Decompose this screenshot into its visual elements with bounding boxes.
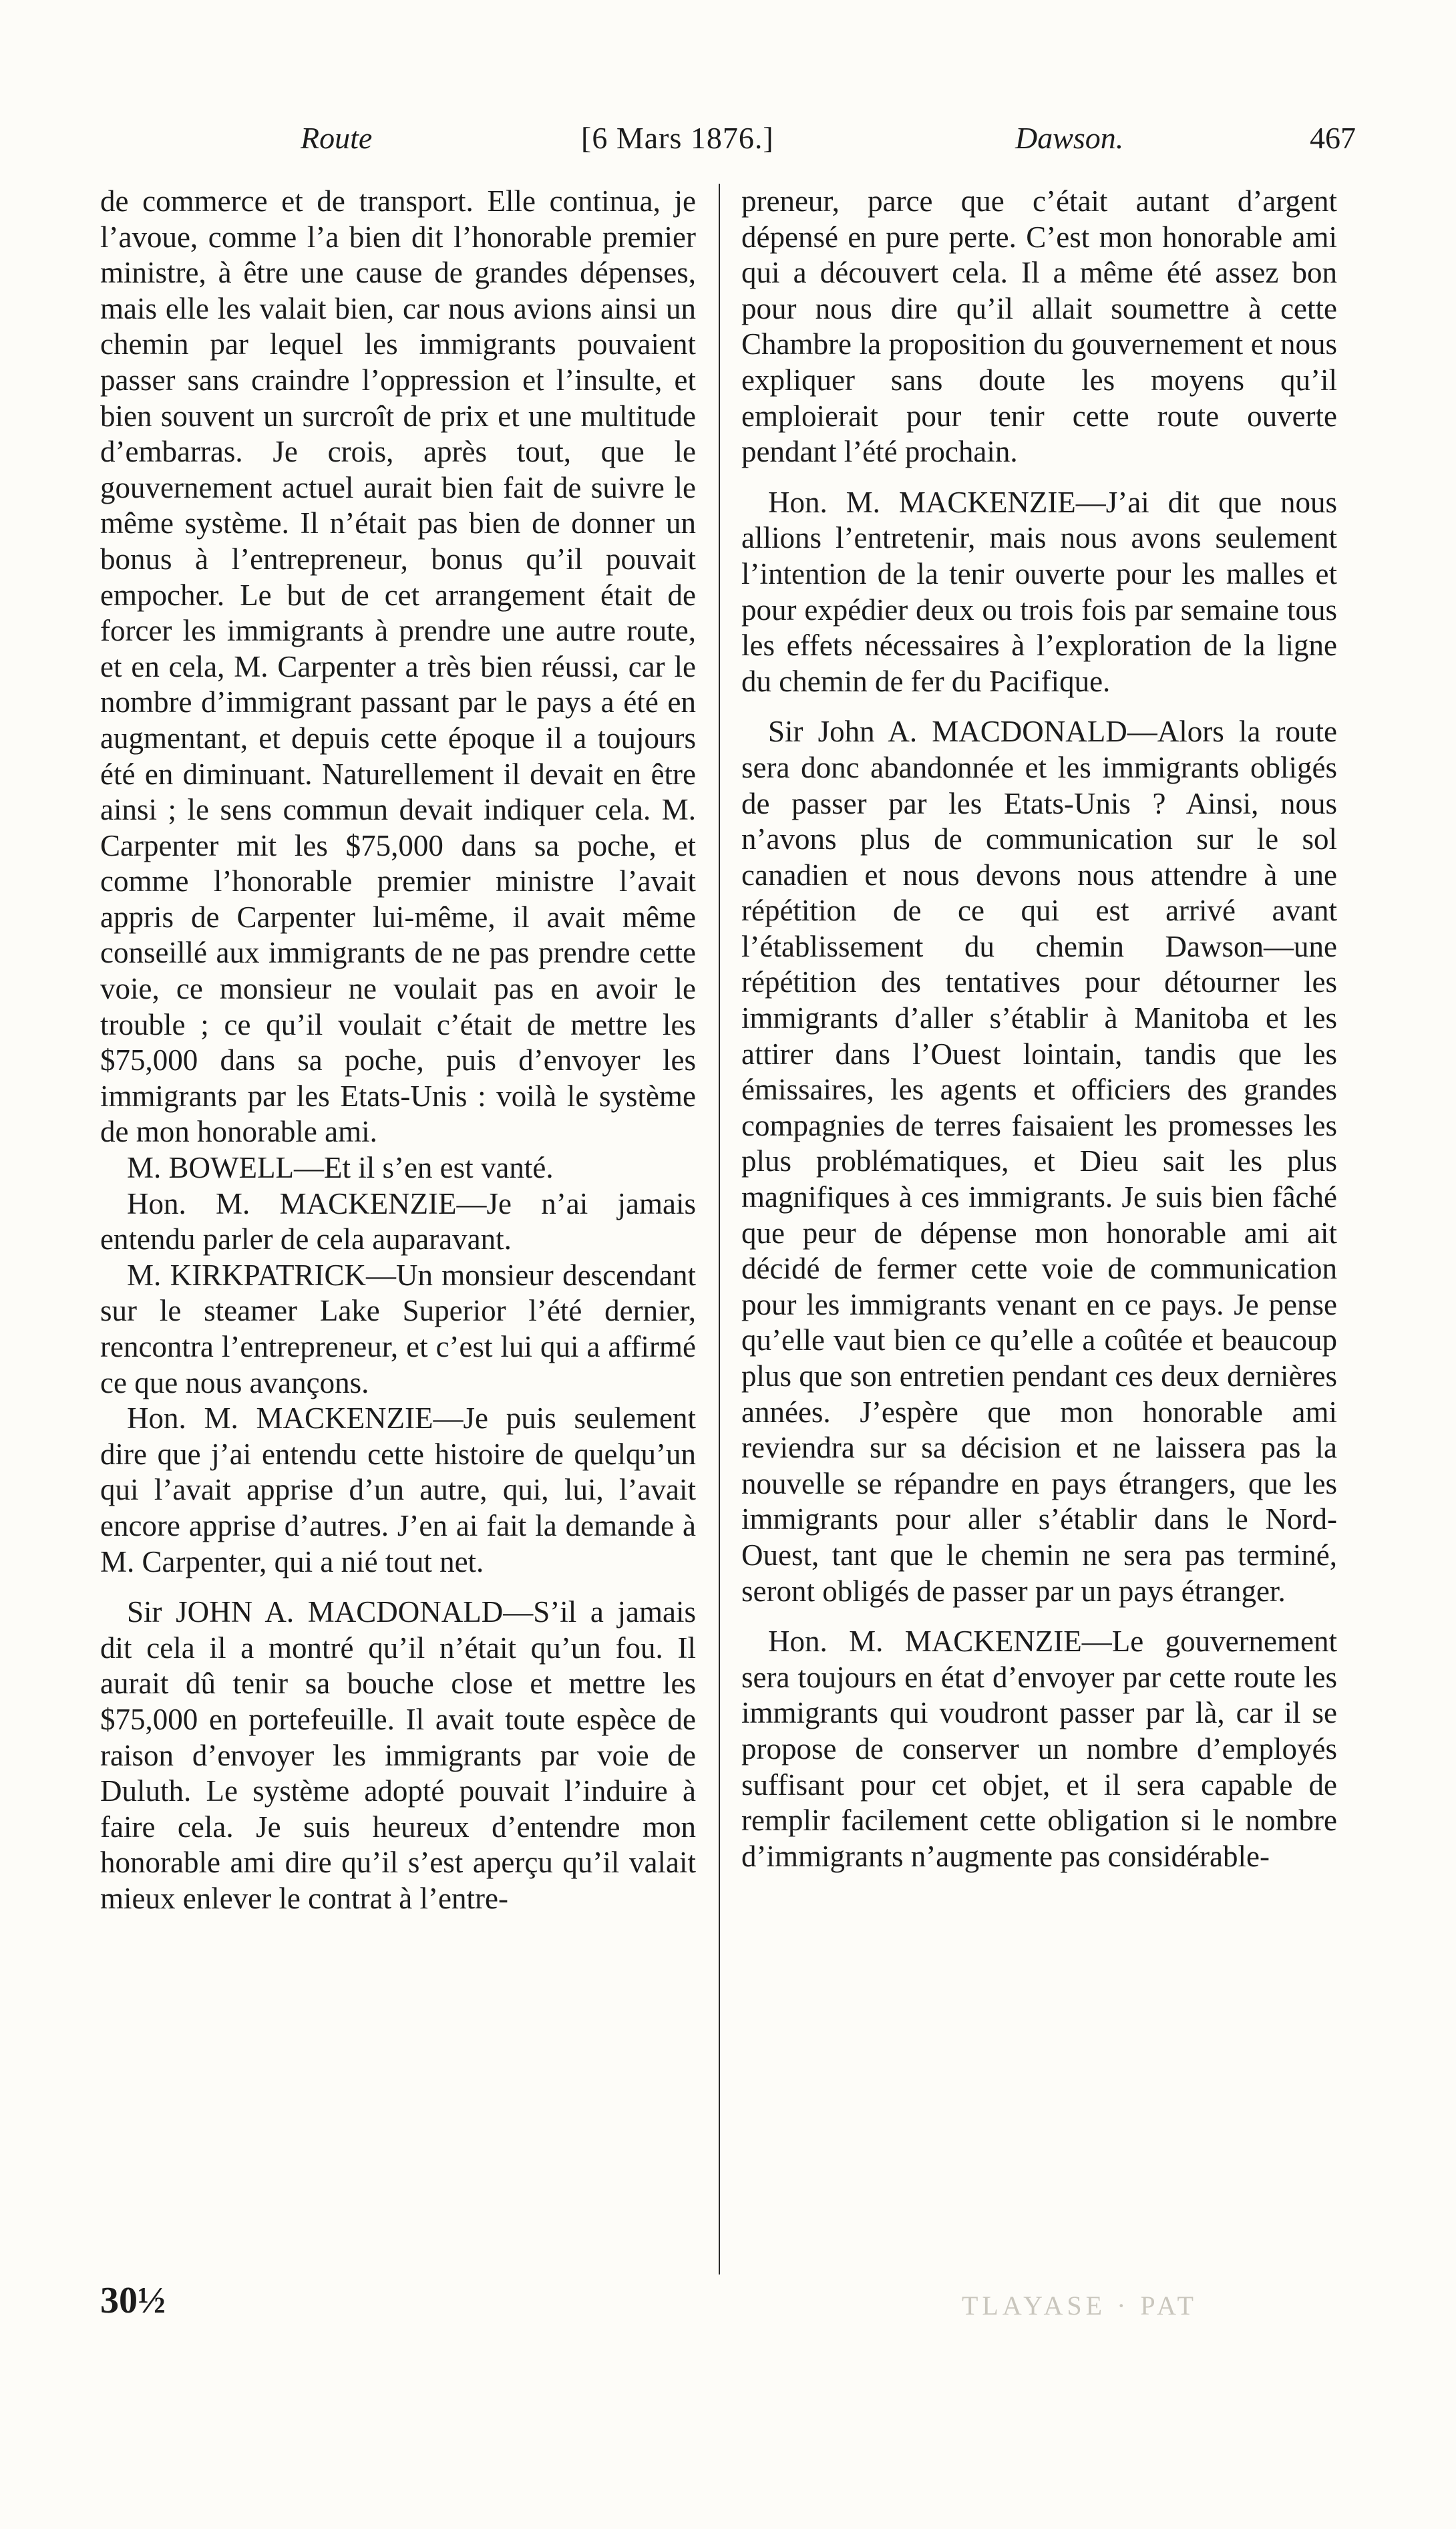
paragraph: M. KIRKPATRICK—Un monsieur descendant sur le steamer Lake Superior l’été dernier, rencontra l’entrepreneur, et c’est lui qui a affirmé ce que nous avançons.: [100, 1258, 696, 1399]
header-left: Route: [301, 121, 373, 155]
signature-mark: 30½: [100, 2280, 166, 2321]
page-number: 467: [1310, 121, 1356, 155]
document-page: [100, 100, 1356, 2438]
header-date: [6 Mars 1876.]: [581, 121, 774, 155]
paragraph: Hon. M. MACKENZIE—J’ai dit que nous allions l’entretenir, mais nous avons seulement l’intention de la tenir ouverte pour les malles et pour expédier deux ou trois fois par semaine tous les effets nécessaires à l’exploration de la ligne du chemin de fer du Pacifique.: [741, 485, 1337, 698]
header-right: Dawson.: [1015, 121, 1124, 155]
faded-stamp: TLAYASE · PAT: [962, 2291, 1198, 2321]
column-divider: [719, 184, 720, 2274]
paragraph: preneur, parce que c’était autant d’argent dépensé en pure perte. C’est mon honorable ami qui a découvert cela. Il a même été assez bon pour nous dire qu’il allait soumettre à cette Chambre la proposition du gouvernement et nous expliquer sans doute les moyens qu’il emploierait pour tenir cette route ouverte pendant l’été prochain.: [741, 184, 1337, 469]
paragraph: Hon. M. MACKENZIE—Le gouvernement sera toujours en état d’envoyer par cette route les immigrants qui voudront passer par là, car il se propose de conserver un nombre d’employés suffisant pour cet objet, et il sera capable de remplir facilement cette obligation si le nombre d’immigrants n’augmente pas considérable-: [741, 1625, 1337, 1873]
text-columns: [100, 184, 1356, 2348]
paragraph: Sir John A. MACDONALD—Alors la route sera donc abandonnée et les immigrants obligés de passer par les Etats-Unis ? Ainsi, nous n’avons plus de communication sur le sol canadien et nous devons nous attendre à une répétition de ce qui est arrivé avant l’établissement du chemin Dawson—une répétition des tentatives pour détourner les immigrants d’aller s’établir à Manitoba et les attirer dans l’Ouest lointain, tandis que les émissaires, les agents et officiers des grandes compagnies de terres faisaient les promesses les plus problématiques, et Dieu sait les plus magnifiques à ces immigrants. Je suis bien fâché que peur de dépense mon honorable ami ait décidé de fermer cette voie de communication pour les immigrants venant en ce pays. Je pense qu’elle vaut bien ce qu’elle a coûtée et beaucoup plus que son entretien pendant ces deux dernières années. J’espère que mon honorable ami reviendra sur sa décision et ne laissera pas la nouvelle se répandre en pays étrangers, que les immigrants pour aller s’établir dans le Nord-Ouest, tant que le chemin ne sera pas terminé, seront obligés de passer par un pays étranger.: [741, 715, 1337, 1608]
left-column: [100, 184, 696, 1917]
paragraph: M. BOWELL—Et il s’en est vanté.: [127, 1151, 554, 1185]
running-header: [100, 100, 1356, 160]
paragraph: Hon. M. MACKENZIE—Je n’ai jamais entendu parler de cela auparavant.: [100, 1186, 696, 1256]
paragraph: Sir JOHN A. MACDONALD—S’il a jamais dit cela il a montré qu’il n’était qu’un fou. Il aurait dû tenir sa bouche close et mettre les $75,000 en portefeuille. Il avait toute espèce de raison d’envoyer les immigrants par voie de Duluth. Le système adopté pouvait l’induire à faire cela. Je suis heureux d’entendre mon honorable ami dire qu’il s’est aperçu qu’il valait mieux enlever le contrat à l’entre-: [100, 1595, 696, 1915]
paragraph: Hon. M. MACKENZIE—Je puis seulement dire que j’ai entendu cette histoire de quelqu’un qui l’avait apprise d’un autre, qui, lui, l’avait encore apprise d’autres. J’en ai fait la demande à M. Carpenter, qui a nié tout net.: [100, 1401, 696, 1578]
right-column: [741, 184, 1337, 1874]
paragraph: de commerce et de transport. Elle continua, je l’avoue, comme l’a bien dit l’honorable premier ministre, à être une cause de grandes dépenses, mais elle les valait bien, car nous avions ainsi un chemin par lequel les immigrants pouvaient passer sans craindre l’oppression et l’insulte, et bien souvent un surcroît de prix et une multitude d’embarras. Je crois, après tout, que le gouvernement actuel aurait bien fait de suivre le même système. Il n’était pas bien de donner un bonus à l’entrepreneur, bonus qu’il pouvait empocher. Le but de cet arrangement était de forcer les immigrants à prendre une autre route, et en cela, M. Carpenter a très bien réussi, car le nombre d’immigrant passant par le pays a été en augmentant, et depuis cette époque il a toujours été en diminuant. Naturellement il devait en être ainsi ; le sens commun devait indiquer cela. M. Carpenter mit les $75,000 dans sa poche, et comme l’honorable premier ministre l’avait appris de Carpenter lui-même, il avait même conseillé aux immigrants de ne pas prendre cette voie, ce monsieur ne voulait pas en avoir le trouble ; ce qu’il voulait c’était de mettre les $75,000 dans sa poche, puis d’envoyer les immigrants par les Etats-Unis : voilà le système de mon honorable ami.: [100, 184, 696, 1149]
